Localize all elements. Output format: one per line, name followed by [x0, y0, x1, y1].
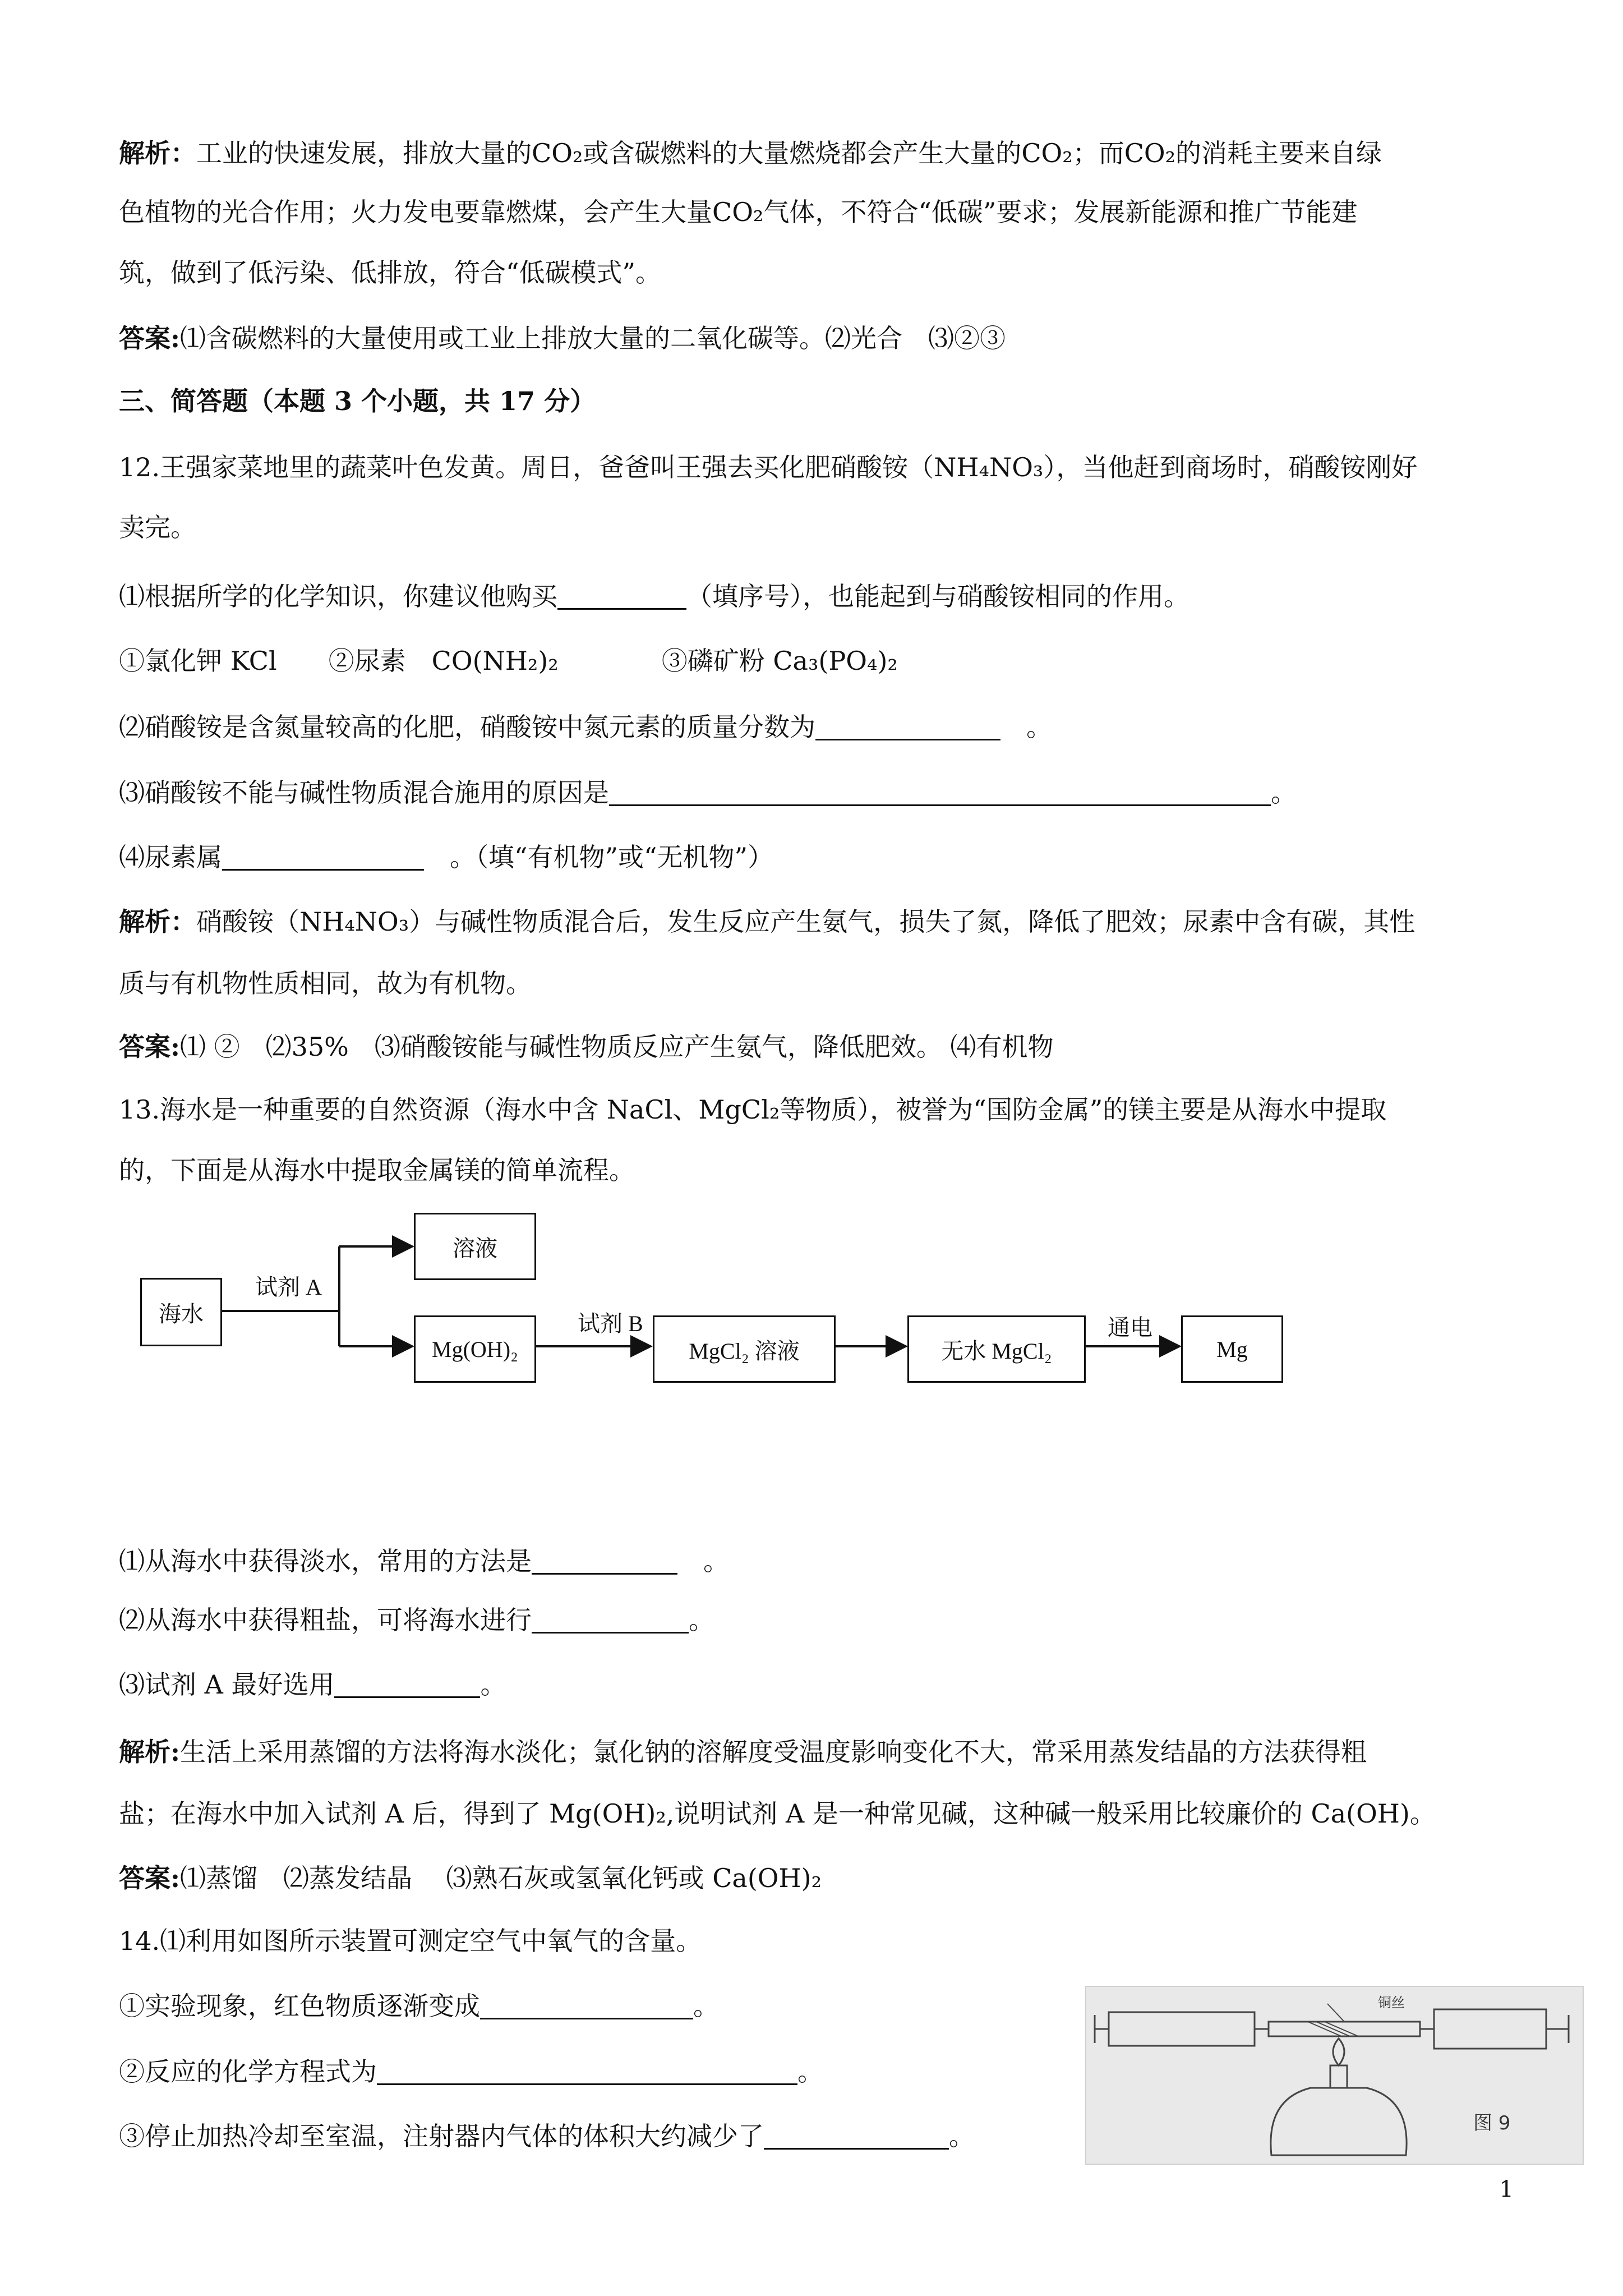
line-text-after: 。 [677, 1546, 729, 1576]
flame [1333, 2039, 1344, 2065]
line-text: ⑴从海水中获得淡水，常用的方法是 [119, 1546, 532, 1576]
lamp-wick-holder [1330, 2065, 1347, 2088]
line-text: ①氯化钾 KCl ②尿素 CO(NH₂)₂ ③磷矿粉 Ca₃(PO₄)₂ [119, 646, 898, 676]
alcohol-lamp [1271, 2088, 1407, 2155]
line-text: ⑴ ② ⑵35% ⑶硝酸铵能与碱性物质反应产生氨气，降低肥效。 ⑷有机物 [179, 1032, 1054, 1062]
line-text: ③停止加热冷却至室温，注射器内气体的体积大约减少了 [119, 2121, 764, 2151]
right-syringe [1434, 2009, 1546, 2049]
label-electrify: 通电 [1108, 1315, 1152, 1340]
line-text-after: 。 [797, 2056, 823, 2087]
line-text: 的，下面是从海水中提取金属镁的简单流程。 [119, 1155, 635, 1185]
line-text: ⑵从海水中获得粗盐，可将海水进行 [119, 1605, 532, 1635]
line-text-after: 。 [480, 1669, 506, 1700]
line-text: 硝酸铵（NH₄NO₃）与碱性物质混合后，发生反应产生氨气，损失了氮，降低了肥效；尿素中含有碳，其性 [196, 907, 1415, 937]
line-text-after: （填序号），也能起到与硝酸铵相同的作用。 [686, 581, 1189, 611]
line-label: 解析： [119, 907, 196, 937]
line-text: ⑵硝酸铵是含氮量较高的化肥，硝酸铵中氮元素的质量分数为 [119, 712, 815, 742]
box-solution: 溶液 [414, 1213, 536, 1280]
line-text: 13.海水是一种重要的自然资源（海水中含 NaCl、MgCl₂等物质），被誉为“国防金属”的镁主要是从海水中提取 [119, 1094, 1387, 1125]
left-syringe [1109, 2012, 1255, 2046]
apparatus-figure [1085, 1986, 1584, 2165]
line-text: ⑷尿素属 [119, 842, 222, 872]
line-text: ⑴根据所学的化学知识，你建议他购买 [119, 581, 557, 611]
line-label: 解析： [119, 138, 196, 168]
copper-wire-label: 铜丝 [1378, 1995, 1405, 2010]
line-text: 12.王强家菜地里的蔬菜叶色发黄。周日，爸爸叫王强去买化肥硝酸铵（NH₄NO₃），当他赶到商场时，硝酸铵刚好 [119, 452, 1418, 482]
line-text: 质与有机物性质相同，故为有机物。 [119, 968, 532, 999]
figure-caption: 图 9 [1473, 2112, 1511, 2134]
line-label: 解析: [119, 1737, 180, 1767]
line-text: 生活上采用蒸馏的方法将海水淡化；氯化钠的溶解度受温度影响变化不大，常采用蒸发结晶的方法获得粗 [179, 1737, 1367, 1767]
line-text: 三、简答题（本题 3 个小题，共 17 分） [119, 386, 596, 416]
line-text-after: 。 [949, 2121, 975, 2151]
line-text: 卖完。 [119, 512, 196, 542]
line-text: ②反应的化学方程式为 [119, 2056, 377, 2087]
line-text: ⑶试剂 A 最好选用 [119, 1669, 335, 1700]
line-text: 色植物的光合作用；火力发电要靠燃煤，会产生大量CO₂气体，不符合“低碳”要求；发展新能源和推广节能建 [119, 197, 1358, 227]
box-mgcl2-solution: MgCl₂ 溶液 [653, 1315, 836, 1383]
line-text-after: 。 [1271, 777, 1297, 808]
line-text-after: 。 [689, 1605, 714, 1635]
apparatus-drawing [1086, 1987, 1583, 2164]
page-number: 1 [1499, 2177, 1514, 2202]
line-text: 14.⑴利用如图所示装置可测定空气中氧气的含量。 [119, 1926, 702, 1956]
line-text: ⑴蒸馏 ⑵蒸发结晶 ⑶熟石灰或氢氧化钙或 Ca(OH)₂ [179, 1863, 822, 1893]
line-text: 工业的快速发展，排放大量的CO₂或含碳燃料的大量燃烧都会产生大量的CO₂；而CO₂的消耗主要来自绿 [196, 138, 1382, 168]
line-text: 盐；在海水中加入试剂 A 后，得到了 Mg(OH)₂,说明试剂 A 是一种常见碱，这种碱一般采用比较廉价的 Ca(OH)。 [119, 1798, 1436, 1829]
line-text: ①实验现象，红色物质逐渐变成 [119, 1991, 480, 2021]
line-text-after: 。 [693, 1991, 719, 2021]
label-reagent-a: 试剂 A [255, 1274, 322, 1300]
line-text-after: 。（填“有机物”或“无机物”） [424, 842, 774, 872]
line-label: 答案: [119, 323, 180, 353]
line-text-after: 。 [1000, 712, 1052, 742]
line-label: 答案: [119, 1032, 180, 1062]
box-seawater: 海水 [140, 1278, 222, 1346]
label-reagent-b: 试剂 B [578, 1311, 643, 1336]
box-mg: Mg [1181, 1315, 1283, 1383]
line-text: ⑴含碳燃料的大量使用或工业上排放大量的二氧化碳等。⑵光合 ⑶②③ [179, 323, 1006, 353]
box-anhydrous-mgcl2: 无水 MgCl₂ [907, 1315, 1086, 1383]
line-text: ⑶硝酸铵不能与碱性物质混合施用的原因是 [119, 777, 609, 808]
line-label: 答案: [119, 1863, 180, 1893]
line-text: 筑，做到了低污染、低排放，符合“低碳模式”。 [119, 257, 662, 288]
box-mgoh2: Mg(OH)₂ [414, 1315, 536, 1383]
